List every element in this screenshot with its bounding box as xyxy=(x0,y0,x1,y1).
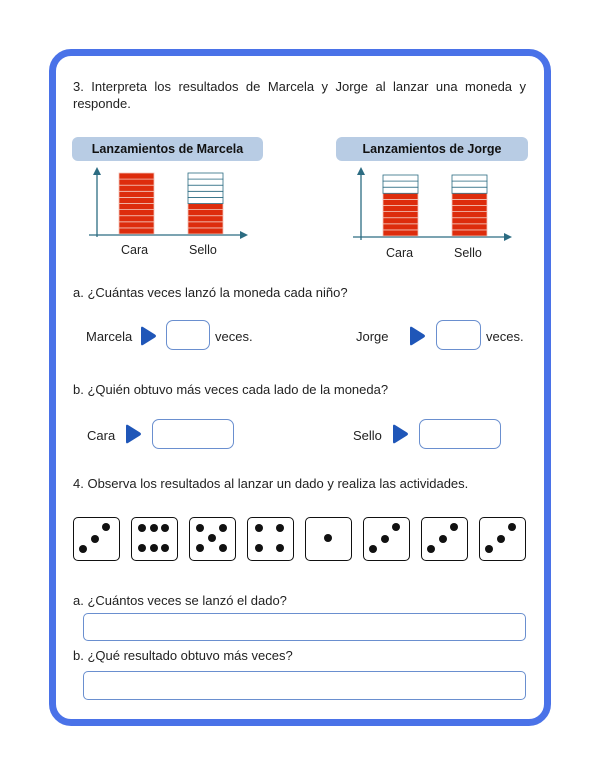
jorge-cara-cell-6 xyxy=(383,199,418,205)
die-face-4 xyxy=(247,517,294,561)
die-pip xyxy=(150,524,158,532)
die-pip xyxy=(450,523,458,531)
die-pip xyxy=(161,544,169,552)
die-pip xyxy=(508,523,516,531)
die-face-2 xyxy=(131,517,178,561)
jorge-x-arrow xyxy=(504,233,512,241)
die-pip xyxy=(219,524,227,532)
dice-count-answer[interactable] xyxy=(83,613,526,641)
die-face-3 xyxy=(189,517,236,561)
marcela-unit: veces. xyxy=(215,329,253,344)
die-pip xyxy=(255,524,263,532)
jorge-sello-cell-7 xyxy=(452,193,487,199)
marcela-answer-label: Marcela xyxy=(86,329,133,344)
marcela-count-input[interactable] xyxy=(166,320,210,350)
die-pip xyxy=(79,545,87,553)
jorge-chart-title: Lanzamientos de Jorge xyxy=(336,137,528,161)
jorge-answer-label: Jorge xyxy=(356,329,389,344)
jorge-sello-cell-2 xyxy=(452,224,487,230)
jorge-cara-cell-3 xyxy=(383,218,418,224)
jorge-label-cara: Cara xyxy=(386,246,414,260)
die-face-8 xyxy=(479,517,526,561)
die-pip xyxy=(324,534,332,542)
die-pip xyxy=(427,545,435,553)
die-pip xyxy=(369,545,377,553)
jorge-sello-cell-4 xyxy=(452,212,487,218)
jorge-y-arrow xyxy=(357,167,365,175)
jorge-cara-cell-9 xyxy=(383,181,418,187)
jorge-count-input[interactable] xyxy=(436,320,481,350)
die-pip xyxy=(497,535,505,543)
marcela-label-cara: Cara xyxy=(121,243,149,257)
arrow-right-icon xyxy=(124,424,142,444)
marcela-chart-title: Lanzamientos de Marcela xyxy=(72,137,263,161)
part-a-question: a. ¿Cuántas veces lanzó la moneda cada niño? xyxy=(73,285,348,300)
die-pip xyxy=(219,544,227,552)
die-pip xyxy=(439,535,447,543)
jorge-sello-cell-9 xyxy=(452,181,487,187)
q4-a-question: a. ¿Cuántos veces se lanzó el dado? xyxy=(73,593,287,608)
die-pip xyxy=(392,523,400,531)
die-pip xyxy=(196,544,204,552)
arrow-right-icon xyxy=(391,424,409,444)
q4-b-question: b. ¿Qué resultado obtuvo más veces? xyxy=(73,648,293,663)
jorge-cara-cell-5 xyxy=(383,206,418,212)
die-pip xyxy=(102,523,110,531)
question-4-text: 4. Observa los resultados al lanzar un dado y realiza las actividades. xyxy=(73,476,469,491)
die-pip xyxy=(255,544,263,552)
die-face-1 xyxy=(73,517,120,561)
die-pip xyxy=(138,544,146,552)
die-face-5 xyxy=(305,517,352,561)
die-pip xyxy=(91,535,99,543)
die-pip xyxy=(276,544,284,552)
jorge-sello-cell-5 xyxy=(452,206,487,212)
jorge-cara-cell-2 xyxy=(383,224,418,230)
cara-answer-label: Cara xyxy=(87,428,116,443)
jorge-cara-cell-7 xyxy=(383,193,418,199)
part-b-question: b. ¿Quién obtuvo más veces cada lado de la moneda? xyxy=(73,382,389,397)
jorge-cara-cell-8 xyxy=(383,187,418,193)
jorge-sello-cell-8 xyxy=(452,187,487,193)
jorge-cara-cell-1 xyxy=(383,230,418,236)
die-pip xyxy=(485,545,493,553)
sello-answer-input[interactable] xyxy=(419,419,501,449)
jorge-label-sello: Sello xyxy=(454,246,482,260)
jorge-sello-cell-10 xyxy=(452,175,487,181)
dice-most-answer[interactable] xyxy=(83,671,526,700)
jorge-cara-cell-10 xyxy=(383,175,418,181)
question-3-text: 3. Interpreta los resultados de Marcela y Jorge al lanzar una moneda y responde. xyxy=(73,79,526,111)
cara-answer-input[interactable] xyxy=(152,419,234,449)
die-pip xyxy=(381,535,389,543)
die-pip xyxy=(276,524,284,532)
die-pip xyxy=(150,544,158,552)
marcela-label-sello: Sello xyxy=(189,243,217,257)
jorge-sello-cell-6 xyxy=(452,199,487,205)
die-pip xyxy=(138,524,146,532)
jorge-cara-cell-4 xyxy=(383,212,418,218)
jorge-sello-cell-3 xyxy=(452,218,487,224)
die-pip xyxy=(208,534,216,542)
die-pip xyxy=(196,524,204,532)
jorge-unit: veces. xyxy=(486,329,524,344)
jorge-sello-cell-1 xyxy=(452,230,487,236)
arrow-right-icon xyxy=(408,326,426,346)
arrow-right-icon xyxy=(139,326,157,346)
sello-answer-label: Sello xyxy=(353,428,382,443)
die-face-7 xyxy=(421,517,468,561)
die-pip xyxy=(161,524,169,532)
die-face-6 xyxy=(363,517,410,561)
